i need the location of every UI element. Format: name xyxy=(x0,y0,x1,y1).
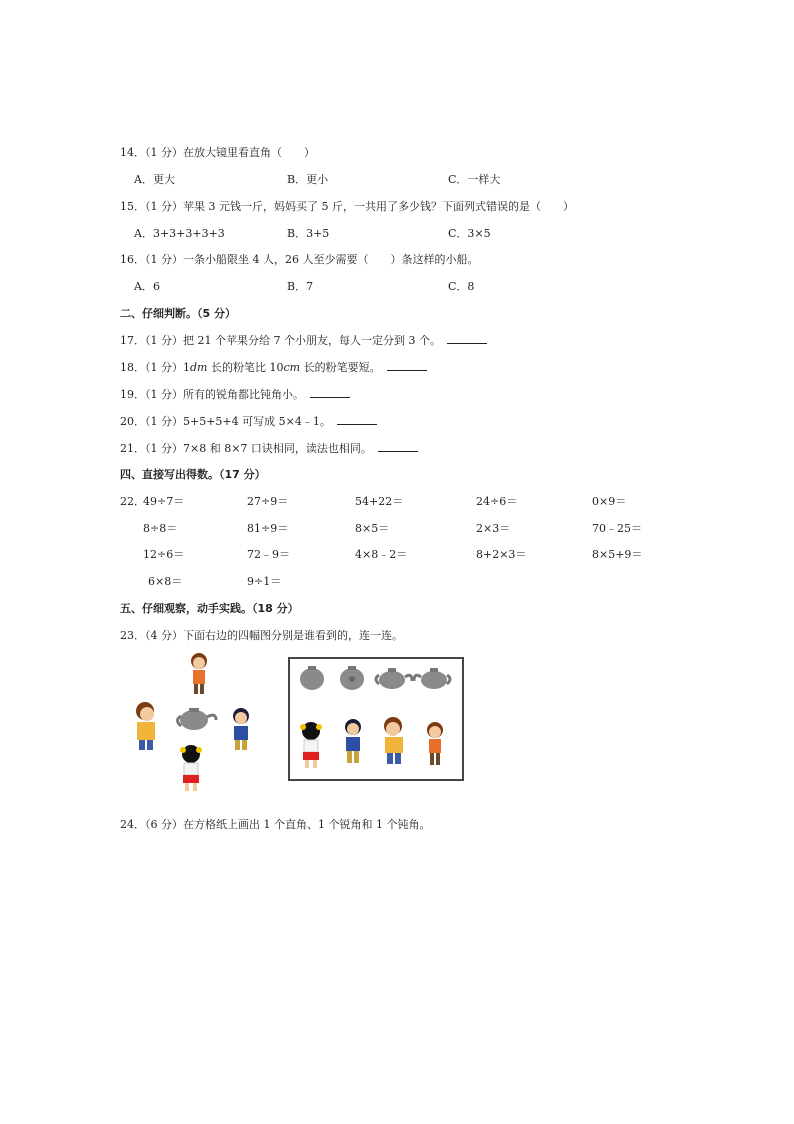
question-19-text: 19．（1 分）所有的锐角都比钝角小。 xyxy=(120,388,304,401)
calc-item: 0×9＝ xyxy=(592,495,627,508)
calc-item: 81÷9＝ xyxy=(247,522,289,535)
question-23-stem: 23．（4 分）下面右边的四幅图分别是谁看到的，连一连。 xyxy=(120,629,403,642)
answer-blank[interactable] xyxy=(447,333,487,344)
question-19 xyxy=(120,386,350,402)
question-22-label: 22． xyxy=(120,495,145,508)
calc-item: 9÷1＝ xyxy=(247,575,282,588)
question-21-text: 21．（1 分）7×8 和 8×7 口诀相同，读法也相同。 xyxy=(120,442,372,455)
teapot-view-icon xyxy=(340,666,364,690)
calc-item: 2×3＝ xyxy=(476,522,511,535)
boy-figure-left xyxy=(136,702,155,750)
question-21 xyxy=(120,440,418,456)
calc-item: 49÷7＝ xyxy=(143,495,185,508)
girl-figure-bottom xyxy=(180,745,202,791)
q14-option-c: C．一样大 xyxy=(448,173,501,186)
boy-figure-navy xyxy=(345,719,361,763)
q16-option-c: C．8 xyxy=(448,280,475,293)
girl-figure-back xyxy=(300,722,322,768)
calc-item: 4×8﹣2＝ xyxy=(355,548,408,561)
calc-item: 6×8＝ xyxy=(148,575,183,588)
q14-option-b: B．更小 xyxy=(287,173,329,186)
q15-option-a: A．3+3+3+3+3 xyxy=(134,227,225,240)
calc-item: 12÷6＝ xyxy=(143,548,185,561)
teapot-view-icon xyxy=(414,668,450,689)
answer-blank[interactable] xyxy=(387,360,427,371)
q16-option-b: B．7 xyxy=(287,280,314,293)
section-5-title: 五、仔细观察，动手实践。（18 分） xyxy=(120,602,299,615)
question-18-text-a: 18．（1 分）1 xyxy=(120,361,190,374)
matching-box-figure xyxy=(288,657,464,781)
q16-option-a: A．6 xyxy=(134,280,160,293)
calc-item: 24÷6＝ xyxy=(476,495,518,508)
question-20 xyxy=(120,413,377,429)
calc-item: 8×5＝ xyxy=(355,522,390,535)
q15-option-c: C．3×5 xyxy=(448,227,491,240)
unit-dm: dm xyxy=(190,361,208,374)
boy-figure-yellow xyxy=(384,717,403,764)
calc-item: 8×5+9＝ xyxy=(592,548,643,561)
calc-item: 70﹣25＝ xyxy=(592,522,642,535)
observation-scene-figure xyxy=(128,650,268,800)
question-16-stem: 16．（1 分）一条小船限坐 4 人，26 人至少需要（ ）条这样的小船。 xyxy=(120,253,479,266)
question-14-stem: 14．（1 分）在放大镜里看直角（ ） xyxy=(120,146,315,159)
scene-illustration xyxy=(128,650,268,800)
calc-item: 54+22＝ xyxy=(355,495,404,508)
question-17-text: 17．（1 分）把 21 个苹果分给 7 个小朋友，每人一定分到 3 个。 xyxy=(120,334,441,347)
question-20-text: 20．（1 分）5+5+5+4 可写成 5×4﹣1。 xyxy=(120,415,331,428)
girl-figure-top xyxy=(191,653,207,694)
q14-option-a: A．更大 xyxy=(134,173,175,186)
matching-illustration xyxy=(290,659,462,779)
q15-option-b: B．3+5 xyxy=(287,227,330,240)
answer-blank[interactable] xyxy=(378,441,418,452)
calc-item: 8+2×3＝ xyxy=(476,548,527,561)
question-15-stem: 15．（1 分）苹果 3 元钱一斤，妈妈买了 5 斤，一共用了多少钱？下面列式错误的是（ ） xyxy=(120,200,574,213)
section-4-title: 四、直接写出得数。（17 分） xyxy=(120,468,266,481)
question-17 xyxy=(120,332,487,348)
girl-figure-orange xyxy=(427,722,443,765)
question-18-text-c: 长的粉笔要短。 xyxy=(300,361,381,374)
calc-item: 27÷9＝ xyxy=(247,495,289,508)
boy-figure-right xyxy=(233,708,249,750)
question-18-text-b: 长的粉笔比 10 xyxy=(207,361,284,374)
calc-item: 8÷8＝ xyxy=(143,522,178,535)
teapot-icon xyxy=(178,708,217,730)
calc-item: 72﹣9＝ xyxy=(247,548,290,561)
teapot-view-icon xyxy=(300,666,324,690)
unit-cm: cm xyxy=(283,361,301,374)
section-2-title: 二、仔细判断。（5 分） xyxy=(120,307,236,320)
teapot-view-icon xyxy=(376,668,412,689)
answer-blank[interactable] xyxy=(310,387,350,398)
answer-blank[interactable] xyxy=(337,414,377,425)
question-18 xyxy=(120,359,427,375)
question-24-stem: 24．（6 分）在方格纸上画出 1 个直角、1 个锐角和 1 个钝角。 xyxy=(120,818,431,831)
